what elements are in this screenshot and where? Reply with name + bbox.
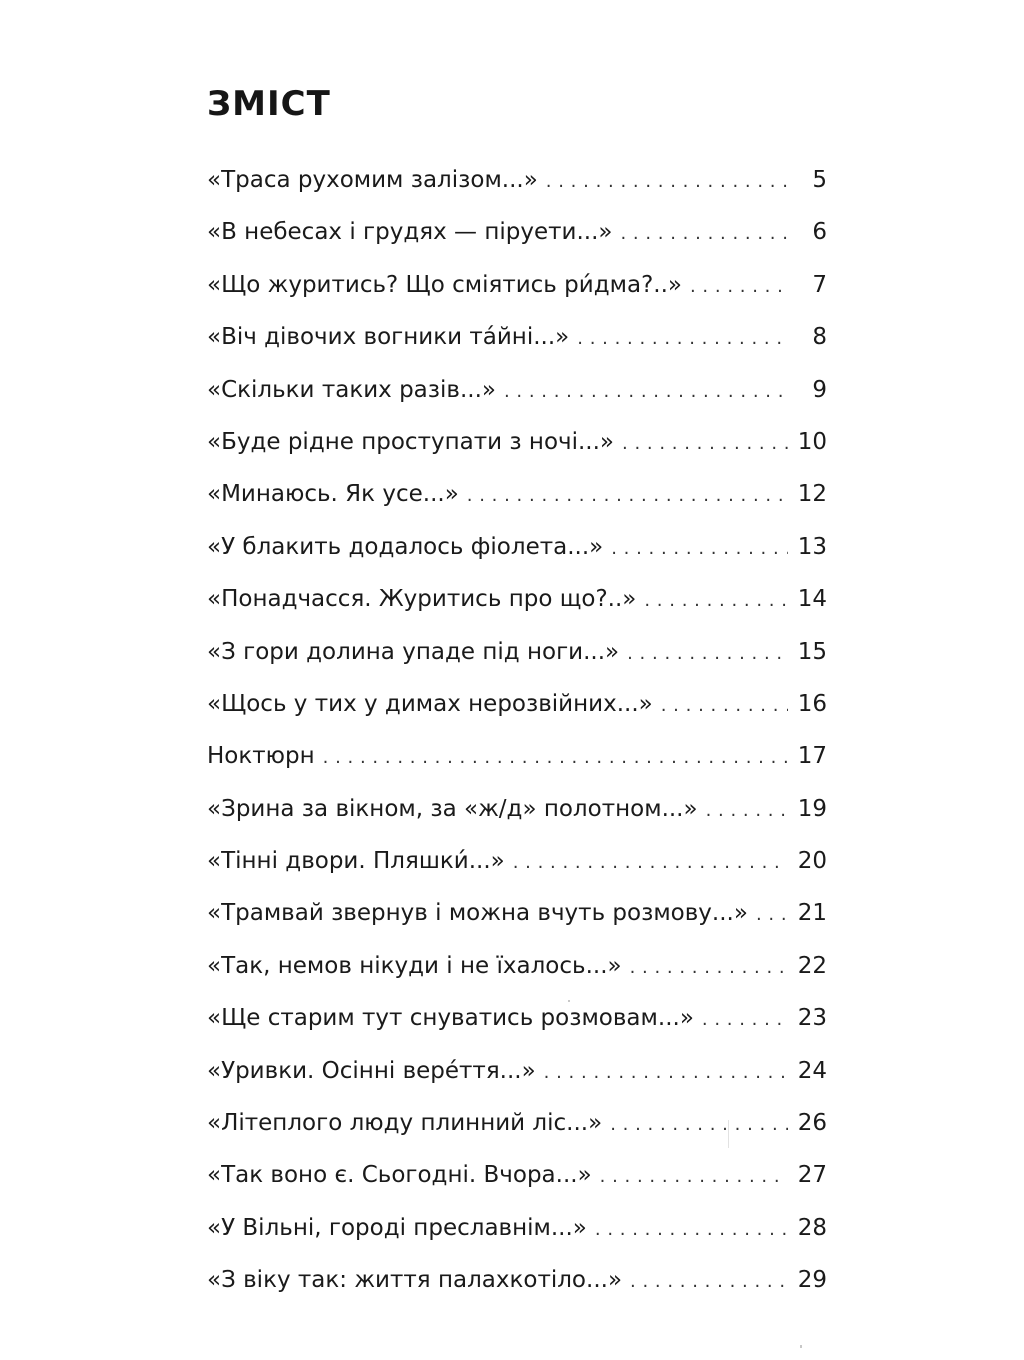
dot-leader xyxy=(661,686,788,726)
toc-entry-title: «Буде рідне проступати з ночі...» xyxy=(207,428,615,455)
dot-leader xyxy=(504,372,789,412)
dot-leader xyxy=(622,424,788,464)
page-title: ЗМІСТ xyxy=(207,84,331,124)
dot-leader xyxy=(323,738,788,778)
toc-entry-title: «Літеплого люду плинний ліс...» xyxy=(207,1110,603,1137)
scan-speck xyxy=(728,1120,729,1148)
dot-leader xyxy=(611,529,788,569)
toc-entry-title: «З гори долина упаде під ноги...» xyxy=(207,638,620,665)
toc-page-number: 5 xyxy=(812,167,827,193)
toc-entry xyxy=(207,160,827,212)
toc-entry-title: «Щось у тих у димах нерозвійних...» xyxy=(207,690,653,717)
toc-entry-title: «Так, немов нікуди і не їхалось...» xyxy=(207,952,622,979)
toc-page-number: 10 xyxy=(797,428,827,455)
dot-leader xyxy=(630,1262,788,1302)
dot-leader xyxy=(706,791,788,831)
dot-leader xyxy=(702,1000,788,1040)
toc-page-number: 9 xyxy=(812,376,827,403)
toc-entry-title: «У Вільні, городі преславнім...» xyxy=(207,1214,587,1241)
dot-leader xyxy=(610,1105,788,1145)
toc-entry xyxy=(207,265,827,317)
toc-entry-title: «Так воно є. Сьогодні. Вчора...» xyxy=(207,1162,592,1189)
toc-entry-title: «З віку так: життя палахкотіло...» xyxy=(207,1267,623,1294)
toc-entry-title: «У блакить додалось фіолета...» xyxy=(207,533,604,560)
toc-entry xyxy=(207,212,827,264)
toc-entry xyxy=(207,946,827,998)
toc-page-number: 12 xyxy=(797,481,827,508)
toc-page-number: 23 xyxy=(797,1005,827,1032)
toc-page-number: 14 xyxy=(797,586,827,613)
toc-entry xyxy=(207,317,827,369)
toc-entry-title: «Що журитись? Що сміятись ри́дма?..» xyxy=(207,271,682,298)
toc-entry-title: «Ще старим тут снуватись розмовам...» xyxy=(207,1005,694,1032)
toc-page-number: 26 xyxy=(797,1110,827,1137)
toc-page-number: 7 xyxy=(812,271,827,298)
dot-leader xyxy=(627,634,788,674)
toc-entry xyxy=(207,684,827,736)
toc-entry xyxy=(207,1103,827,1155)
dot-leader xyxy=(756,895,788,935)
dot-leader xyxy=(620,214,789,254)
toc-entry xyxy=(207,841,827,893)
toc-entry-title: «В небесах і грудях — піруети...» xyxy=(207,219,613,246)
dot-leader xyxy=(546,162,789,202)
toc-page-number: 13 xyxy=(797,533,827,560)
scan-speck xyxy=(800,1345,802,1348)
table-of-contents xyxy=(207,160,827,1313)
scan-speck xyxy=(568,1000,570,1002)
dot-leader xyxy=(467,476,788,516)
toc-entry xyxy=(207,527,827,579)
toc-entry-title: «Трамвай звернув і можна вчуть розмову...» xyxy=(207,900,748,927)
dot-leader xyxy=(544,1053,788,1093)
dot-leader xyxy=(600,1157,788,1197)
toc-page-number: 27 xyxy=(797,1162,827,1189)
dot-leader xyxy=(595,1210,788,1250)
toc-entry xyxy=(207,579,827,631)
toc-entry-title: «Віч дівочих вогники та́йні...» xyxy=(207,324,570,351)
toc-page-number: 15 xyxy=(797,638,827,665)
toc-page-number: 17 xyxy=(797,743,827,770)
dot-leader xyxy=(513,843,788,883)
toc-page-number: 6 xyxy=(812,219,827,246)
toc-page-number: 22 xyxy=(797,952,827,979)
toc-entry-title: «Минаюсь. Як усе...» xyxy=(207,481,459,508)
toc-entry xyxy=(207,1051,827,1103)
toc-page-number: 28 xyxy=(797,1214,827,1241)
toc-entry xyxy=(207,474,827,526)
toc-entry-title: Ноктюрн xyxy=(207,743,315,770)
dot-leader xyxy=(644,581,787,621)
toc-entry-title: «Траса рухомим залізом...» xyxy=(207,167,538,193)
toc-entry xyxy=(207,632,827,684)
toc-entry-title: «Зрина за вікном, за «ж/д» полотном...» xyxy=(207,795,698,822)
toc-entry xyxy=(207,1208,827,1260)
toc-entry xyxy=(207,893,827,945)
toc-entry xyxy=(207,998,827,1050)
toc-entry-title: «Скільки таких разів...» xyxy=(207,376,496,403)
dot-leader xyxy=(577,319,789,359)
toc-page-number: 20 xyxy=(797,848,827,875)
toc-entry-title: «Понадчасся. Журитись про що?..» xyxy=(207,586,637,613)
toc-page-number: 29 xyxy=(797,1267,827,1294)
toc-entry-title: «Тінні двори. Пляшки́...» xyxy=(207,848,505,875)
toc-entry-title: «Уривки. Осінні вере́ття...» xyxy=(207,1057,536,1084)
toc-entry xyxy=(207,736,827,788)
dot-leader xyxy=(630,948,788,988)
toc-page-number: 19 xyxy=(797,795,827,822)
toc-entry xyxy=(207,1155,827,1207)
toc-page-number: 24 xyxy=(797,1057,827,1084)
toc-entry xyxy=(207,370,827,422)
toc-page-number: 16 xyxy=(797,690,827,717)
dot-leader xyxy=(690,267,789,307)
toc-page-number: 8 xyxy=(812,324,827,351)
toc-entry xyxy=(207,1260,827,1312)
toc-page-number: 21 xyxy=(797,900,827,927)
toc-entry xyxy=(207,422,827,474)
toc-entry xyxy=(207,789,827,841)
